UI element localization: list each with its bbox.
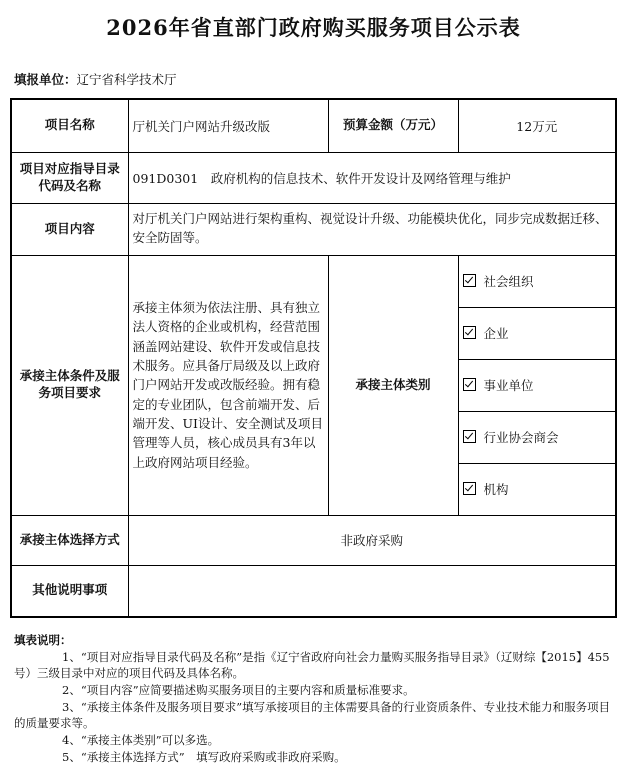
instruction-item: 3、“承接主体条件及服务项目要求”填写承接项目的主体需要具备的行业资质条件、专业技术能力和服务项目的质量要求等。 (14, 699, 611, 731)
catalog-value: 091D0301 政府机构的信息技术、软件开发设计及网络管理与维护 (128, 152, 616, 203)
project-name-label: 项目名称 (11, 99, 128, 152)
budget-label: 预算金额（万元） (328, 99, 458, 152)
filing-unit (14, 70, 177, 88)
checkbox-checked-icon[interactable] (463, 482, 476, 495)
page-title: 2026年省直部门政府购买服务项目公示表 (106, 15, 521, 40)
instruction-item: 2、“项目内容”应简要描述购买服务项目的主要内容和质量标准要求。 (62, 683, 415, 698)
instruction-item: 4、“承接主体类别”可以多选。 (62, 733, 220, 748)
entity-type-option-label: 事业单位 (483, 378, 534, 393)
entity-type-option[interactable] (459, 463, 616, 515)
checkbox-checked-icon[interactable] (463, 430, 476, 443)
selection-method-label: 承接主体选择方式 (11, 515, 128, 565)
other-notes-label: 其他说明事项 (11, 565, 128, 617)
entity-type-option-label: 行业协会商会 (483, 430, 559, 445)
filing-unit-value: 辽宁省科学技术厅 (76, 72, 177, 87)
entity-type-option-label: 机构 (483, 482, 509, 497)
catalog-label: 项目对应指导目录代码及名称 (11, 152, 128, 203)
project-name-value: 厅机关门户网站升级改版 (128, 99, 328, 152)
content-value: 对厅机关门户网站进行架构重构、视觉设计升级、功能模块优化，同步完成数据迁移、安全防固等。 (128, 203, 616, 255)
entity-type-option-label: 企业 (483, 326, 509, 341)
content-label: 项目内容 (11, 203, 128, 255)
requirements-label: 承接主体条件及服务项目要求 (11, 255, 128, 515)
selection-method-value: 非政府采购 (128, 515, 616, 565)
checkbox-checked-icon[interactable] (463, 378, 476, 391)
budget-value: 12万元 (458, 99, 616, 152)
entity-type-option-label: 社会组织 (483, 274, 534, 289)
entity-type-option[interactable] (459, 411, 616, 463)
filing-unit-label: 填报单位： (14, 72, 77, 87)
filling-instructions (14, 632, 612, 765)
project-table (10, 98, 617, 618)
entity-type-option[interactable] (459, 256, 616, 308)
instruction-item: 5、“承接主体选择方式” 填写政府采购或非政府采购。 (62, 749, 346, 764)
other-notes-value (128, 565, 616, 617)
entity-type-list (458, 255, 616, 515)
entity-type-option[interactable] (459, 359, 616, 411)
instruction-item: 1、“项目对应指导目录代码及名称”是指《辽宁省政府向社会力量购买服务指导目录》（辽财综【2015】455号）三级目录中对应的项目代码及具体名称。 (14, 649, 610, 681)
entity-type-label: 承接主体类别 (328, 255, 458, 515)
requirements-value: 承接主体须为依法注册、具有独立法人资格的企业或机构，经营范围涵盖网站建设、软件开发或信息技术服务。应具备厅局级及以上政府门户网站开发或改版经验。拥有稳定的专业团队，包含前端开发、后端开发、UI设计、安全测试及项目管理等人员，核心成员具有3年以上政府网站项目经验。 (128, 255, 328, 515)
checkbox-checked-icon[interactable] (463, 274, 476, 287)
checkbox-checked-icon[interactable] (463, 326, 476, 339)
instructions-title: 填表说明： (14, 633, 72, 647)
entity-type-option[interactable] (459, 307, 616, 359)
